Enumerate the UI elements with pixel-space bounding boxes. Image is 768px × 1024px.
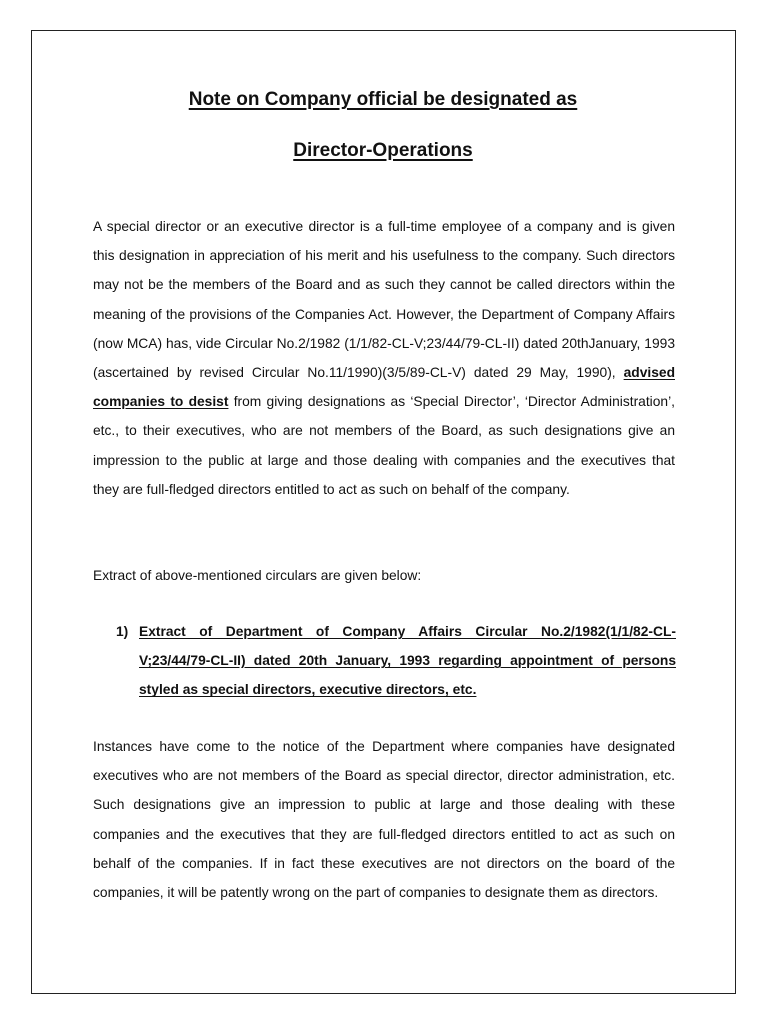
document-title-line-1: Note on Company official be designated as bbox=[188, 89, 578, 110]
list-item-marker: 1) bbox=[116, 624, 129, 639]
intro-paragraph bbox=[93, 212, 675, 504]
instances-paragraph: Instances have come to the notice of the Department where companies have designated executives who are not members of the Board as special director, director administration, etc. Such designations give an impression to public at large and those dealing with these companies and the executives that they are full-fledged directors entitled to act as such on behalf of the companies. If in fact these executives are not directors on the board of the companies, it will be patently wrong on the part of companies to designate them as directors. bbox=[93, 739, 675, 901]
intro-text-before: A special director or an executive director is a full-time employee of a company and is given this designation in appreciation of his merit and his usefulness to the company. Such directors may not be the members of the Board and as such they cannot be called directors within the meaning of the provisions of the Companies Act. However, the Department of Company Affairs (now MCA) has, vide Circular No.2/1982 (1/1/82-CL-V;23/44/79-CL-II) dated 20thJanuary, 1993 (ascertained by revised Circular No.11/1990)(3/5/89-CL-V) dated 29 May, 1990), bbox=[93, 219, 675, 381]
intro-emphasis: advised companies to desist bbox=[93, 365, 675, 410]
document-title-line-2: Director-Operations bbox=[293, 140, 473, 161]
extract-intro-paragraph: Extract of above-mentioned circulars are given below: bbox=[93, 568, 422, 583]
intro-text-after: from giving designations as ‘Special Director’, ‘Director Administration’, etc., to their executives, who are not members of the Board, as such designations give an impression to the public at large and those dealing with companies and the executives that they are full-fledged directors entitled to act as such on behalf of the company. bbox=[93, 394, 675, 497]
list-item-heading: Extract of Department of Company Affairs Circular No.2/1982(1/1/82-CL-V;23/44/79-CL-II) dated 20th January, 1993 regarding appointment of persons styled as special directors, executive directors, etc. bbox=[139, 624, 676, 698]
